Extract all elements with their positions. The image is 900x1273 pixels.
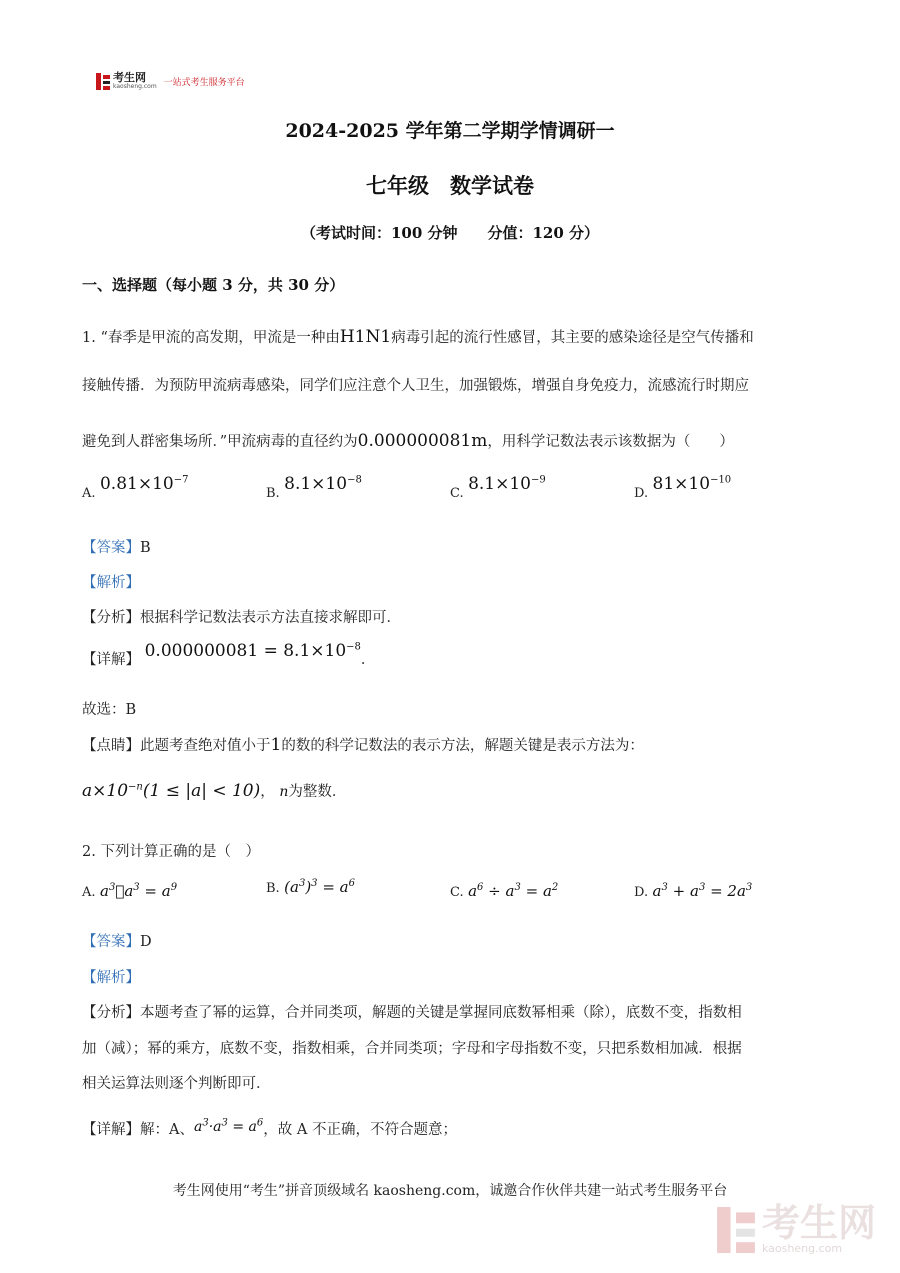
q1-formula: $a\times 10^{-n}(1 \le |a| < 10)$， n为整数． <box>82 781 347 801</box>
q2-fenxi-line1: 【分析】本题考查了幂的运算，合并同类项，解题的关键是掌握同底数幂相乘（除），底数不变，指数相 <box>82 1005 742 1021</box>
q2-analysis-tag: 【解析】 <box>82 970 140 986</box>
q2-fenxi-line3: 相关运算法则逐个判断即可． <box>82 1076 271 1092</box>
q1-option-c: C. $8.1\times 10^{-9}$ <box>450 474 546 501</box>
q1-guxuan: 故选：B <box>82 702 137 718</box>
q2-option-b: B. $(a^3)^3 = a^6$ <box>266 878 355 896</box>
q1-diameter: 0.000000081m <box>357 431 488 451</box>
q1-line1: 1. “春季是甲流的高发期，甲流是一种由H1N1病毒引起的流行性感冒，其主要的感染途径是空气传播和 <box>82 327 754 347</box>
q2-option-a: A. $a^3􀀀a^3 = a^9$ <box>82 882 178 900</box>
q1-option-b: B. $8.1\times 10^{-8}$ <box>266 474 362 501</box>
exam-info: （考试时间：100 分钟 分值：120 分） <box>300 224 600 242</box>
section-heading: 一、选择题（每小题 3 分，共 30 分） <box>82 276 345 294</box>
q2-stem: 2. 下列计算正确的是（ ） <box>82 844 260 860</box>
exam-title: 2024-2025 学年第二学期学情调研一 <box>285 120 615 142</box>
q1-analysis-tag: 【解析】 <box>82 575 140 591</box>
q2-xiangjie: 【详解】解：A、$a^3\cdot a^3 = a^6$，故 A 不正确，不符合题意； <box>82 1117 457 1138</box>
watermark-domain: kaosheng.com <box>762 1242 843 1255</box>
q2-fenxi-line2: 加（减）；幂的乘方，底数不变，指数相乘，合并同类项；字母和字母指数不变，只把系数相加减．根据 <box>82 1041 742 1057</box>
logo-mark-icon <box>96 73 110 90</box>
q1-line3: 避免到人群密集场所．”甲流病毒的直径约为0.000000081m，用科学记数法表示该数据为（ ） <box>82 431 734 451</box>
q1-xiangjie: 【详解】 $0.000000081 = 8.1\times 10^{-8}$． <box>82 641 376 668</box>
q2-option-d: D. $a^3 + a^3 = 2a^3$ <box>634 882 753 900</box>
logo-slogan: 一站式考生服务平台 <box>163 77 245 88</box>
q1-option-d: D. $81\times 10^{-10}$ <box>634 474 732 501</box>
logo-domain: kaosheng.com <box>113 83 157 90</box>
site-logo <box>96 72 245 90</box>
watermark-logo-icon <box>716 1207 756 1253</box>
q1-answer: 【答案】B <box>82 540 151 556</box>
q2-answer: 【答案】D <box>82 934 152 950</box>
q1-dianjing: 【点睛】此题考查绝对值小于1的数的科学记数法的表示方法，解题关键是表示方法为： <box>82 735 644 755</box>
q1-virus-name: H1N1 <box>339 327 392 347</box>
watermark-name: 考生网 <box>762 1201 877 1245</box>
q1-fenxi: 【分析】根据科学记数法表示方法直接求解即可． <box>82 610 401 626</box>
watermark <box>716 1201 877 1255</box>
q1-line2: 接触传播．为预防甲流病毒感染，同学们应注意个人卫生，加强锻炼，增强自身免疫力，流感流行时期应 <box>82 378 749 394</box>
q2-option-c: C. $a^6 \div a^3 = a^2$ <box>450 882 559 900</box>
exam-subtitle: 七年级 数学试卷 <box>366 173 534 198</box>
logo-name: 考生网 <box>113 71 146 84</box>
q1-option-a: A. $0.81\times 10^{-7}$ <box>82 474 189 501</box>
page-footer: 考生网使用“考生”拼音顶级域名 kaosheng.com，诚邀合作伙伴共建一站式考生服务平台 <box>172 1183 728 1199</box>
